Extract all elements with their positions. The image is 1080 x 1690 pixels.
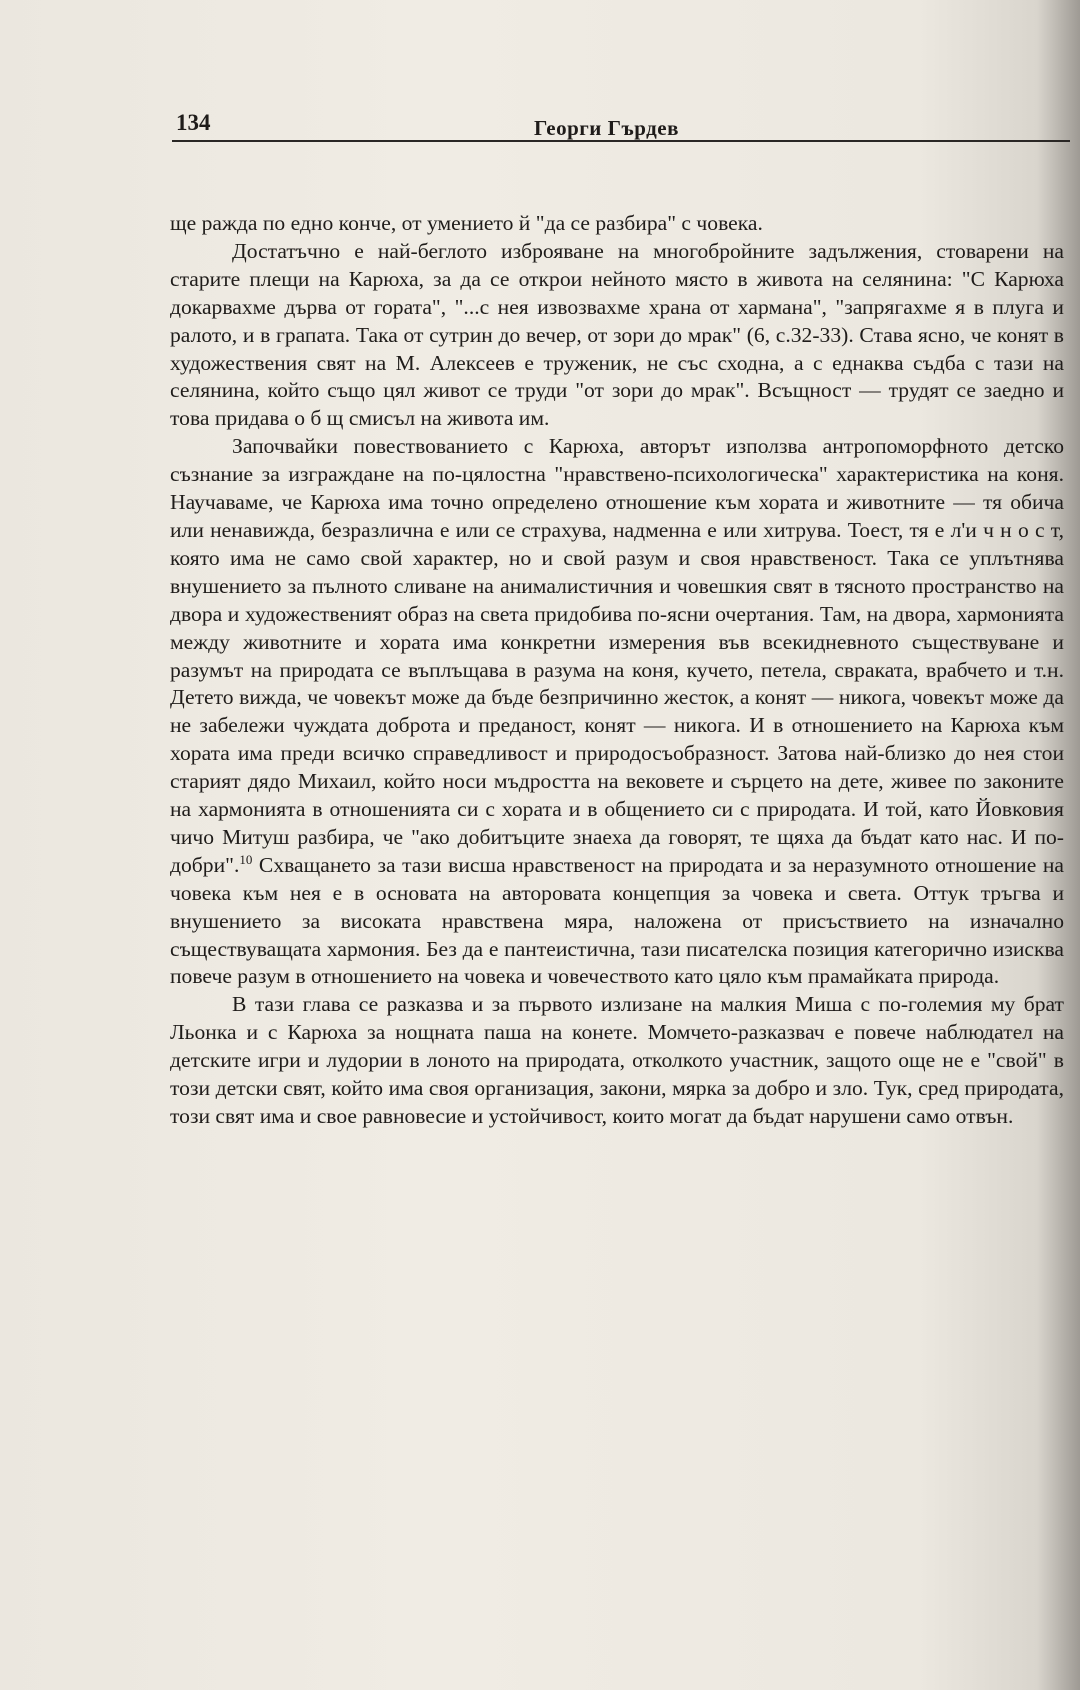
paragraph-continuation: ще ражда по едно конче, от умението й "да се разбира" с човека. <box>170 211 763 235</box>
paragraph-anthropomorphic <box>170 433 1064 991</box>
footnote-marker: 10 <box>239 851 253 867</box>
page-number: 134 <box>176 110 211 135</box>
header-rule <box>172 140 1070 142</box>
paragraph-duties: Достатъчно е най-беглото изброяване на многобройните задължения, стоварени на старите плещи на Карюха, за да се открои нейното място в живота на селянина: "С Карюха докарвахме дърва от гората", "...с нея извозвахме храна от хармана", "запрягахме я в плуга и ралото, и в грапата. Така от сутрин до вечер, от зори до мрак" (6, с.32-33). Става ясно, че конят в художествения свят на М. Алексеев е труженик, не със сходна, а с еднаква съдба с тази на селянина, който също цял живот се труди "от зори до мрак". Всъщност — трудят се заедно и това придава о б щ смисъл на живота им. <box>170 238 1064 431</box>
paragraph-anthropomorphic-text: Започвайки повествованието с Карюха, авторът използва антропоморфното детско съзнание за изграждане на по-цялостна "нравствено-психологическа" характеристика на коня. Научаваме, че Карюха има точно определено отношение към хората и животните — тя обича или ненавижда, безразлична е или се страхува, надменна е или хитрува. Тоест, тя е л'и ч н о с т, която има не само свой характер, но и свой разум и своя нравственост. Така се уплътнява внушението за пълното сливане на анималистичния и човешкия свят в тясното пространство на двора и художественият образ на света придобива по-ясни очертания. Там, на двора, хармонията между животните и хората има конкретни измерения във всекидневното съществуване и разумът на природата се въплъщава в разума на коня, кучето, петела, свраката, врабчето и т.н. Детето вижда, че човекът може да бъде безпричинно жесток, а конят — никога, човекът може да не забележи чуждата доброта и преданост, конят — никога. И в отношението на Карюха към хората има преди всичко справедливост и природосъобразност. Затова най-близко до нея стои старият дядо Михаил, който носи мъдростта на вековете и сърцето на дете, живее по законите на хармонията в отношенията си с хората и в общението си с природата. И той, като Йовковия чичо Митуш разбира, че "ако добитъците знаеха да говорят, те щяха да бъдат като нас. И по-добри". <box>170 434 1064 877</box>
paragraph-night-pasture: В тази глава се разказва и за първото излизане на малкия Миша с по-големия му брат Льонка и с Карюха за нощната паша на конете. Момчето-разказвач е повече наблюдател на детските игри и лудории в лоното на природата, отколкото участник, защото още не е "свой" в този детски свят, който има своя организация, закони, мярка за добро и зло. Тук, сред природата, този свят има и свое равновесие и устойчивост, които могат да бъдат нарушени само отвън. <box>170 992 1064 1128</box>
running-head-author: Георги Гърдев <box>534 116 679 140</box>
body-text <box>170 210 1064 1131</box>
paragraph-anthropomorphic-text-cont: Схващането за тази висша нравственост на природата и за неразумното отношение на човека към нея е в основата на авторовата концепция за човека и света. Оттук тръгва и внушението за високата нравствена мяра, наложена от присъствието на изначално съществуващата хармония. Без да е пантеистична, тази писателска позиция категорично изисква повече разум в отношението на човека и човечеството като цяло към прамайката природа. <box>170 852 1064 989</box>
